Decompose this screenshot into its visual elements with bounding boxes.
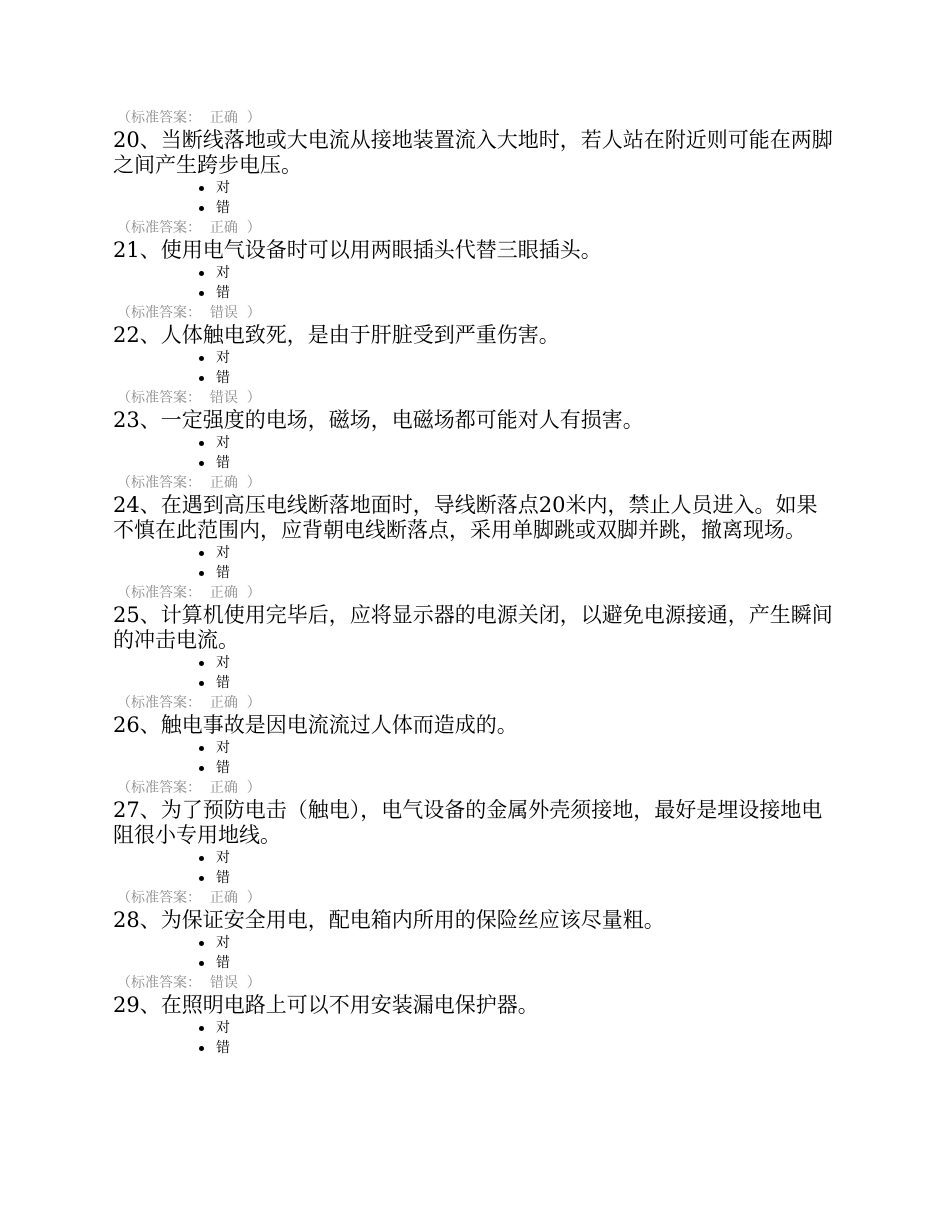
- question-text: 26、触电事故是因电流流过人体而造成的。: [113, 713, 518, 737]
- option-true[interactable]: 对: [199, 263, 833, 283]
- option-list: [113, 738, 833, 778]
- option-true[interactable]: 对: [199, 433, 833, 453]
- option-true[interactable]: 对: [199, 348, 833, 368]
- question-item: [113, 798, 833, 908]
- question-text: 27、为了预防电击（触电），电气设备的金属外壳须接地，最好是埋设接地电阻很小专用地线。: [113, 798, 823, 847]
- question-text: 23、一定强度的电场，磁场，电磁场都可能对人有损害。: [113, 408, 644, 432]
- option-list: [113, 848, 833, 888]
- option-list: [113, 1018, 833, 1058]
- question-text: 25、计算机使用完毕后，应将显示器的电源关闭，以避免电源接通，产生瞬间的冲击电流。: [113, 603, 833, 652]
- question-text: 24、在遇到高压电线断落地面时，导线断落点20米内，禁止人员进入。如果不慎在此范围内，应背朝电线断落点，采用单脚跳或双脚并跳，撤离现场。: [113, 493, 818, 542]
- question-text: 20、当断线落地或大电流从接地装置流入大地时，若人站在附近则可能在两脚之间产生跨步电压。: [113, 128, 833, 177]
- question-item: [113, 713, 833, 798]
- option-true[interactable]: 对: [199, 178, 833, 198]
- option-false[interactable]: 错: [199, 673, 833, 693]
- option-false[interactable]: 错: [199, 453, 833, 473]
- question-text: 22、人体触电致死，是由于肝脏受到严重伤害。: [113, 323, 560, 347]
- question-text: 29、在照明电路上可以不用安装漏电保护器。: [113, 993, 539, 1017]
- question-item: [113, 128, 833, 238]
- standard-answer: （标准答案： 正确 ）: [117, 890, 261, 906]
- option-true[interactable]: 对: [199, 543, 833, 563]
- standard-answer: （标准答案： 正确 ）: [117, 780, 261, 796]
- standard-answer: （标准答案： 正确 ）: [117, 110, 261, 126]
- option-false[interactable]: 错: [199, 868, 833, 888]
- option-true[interactable]: 对: [199, 653, 833, 673]
- question-item: [113, 993, 833, 1058]
- question-item: [113, 493, 833, 603]
- option-list: [113, 178, 833, 218]
- option-false[interactable]: 错: [199, 198, 833, 218]
- question-item: [113, 408, 833, 493]
- standard-answer: （标准答案： 错误 ）: [117, 975, 261, 991]
- option-false[interactable]: 错: [199, 758, 833, 778]
- standard-answer: （标准答案： 正确 ）: [117, 220, 261, 236]
- standard-answer: （标准答案： 正确 ）: [117, 585, 261, 601]
- question-text: 21、使用电气设备时可以用两眼插头代替三眼插头。: [113, 238, 602, 262]
- option-true[interactable]: 对: [199, 1018, 833, 1038]
- option-false[interactable]: 错: [199, 563, 833, 583]
- standard-answer: （标准答案： 错误 ）: [117, 305, 261, 321]
- option-list: [113, 653, 833, 693]
- option-list: [113, 263, 833, 303]
- option-false[interactable]: 错: [199, 283, 833, 303]
- option-list: [113, 933, 833, 973]
- option-false[interactable]: 错: [199, 953, 833, 973]
- question-item: [113, 908, 833, 993]
- option-false[interactable]: 错: [199, 368, 833, 388]
- question-item: [113, 603, 833, 713]
- question-list: [113, 108, 833, 1058]
- question-text: 28、为保证安全用电，配电箱内所用的保险丝应该尽量粗。: [113, 908, 665, 932]
- standard-answer: （标准答案： 正确 ）: [117, 695, 261, 711]
- option-list: [113, 348, 833, 388]
- option-false[interactable]: 错: [199, 1038, 833, 1058]
- question-item: [113, 323, 833, 408]
- standard-answer: （标准答案： 错误 ）: [117, 390, 261, 406]
- question-item: [113, 238, 833, 323]
- standard-answer: （标准答案： 正确 ）: [117, 475, 261, 491]
- option-true[interactable]: 对: [199, 738, 833, 758]
- option-true[interactable]: 对: [199, 933, 833, 953]
- option-list: [113, 433, 833, 473]
- option-list: [113, 543, 833, 583]
- option-true[interactable]: 对: [199, 848, 833, 868]
